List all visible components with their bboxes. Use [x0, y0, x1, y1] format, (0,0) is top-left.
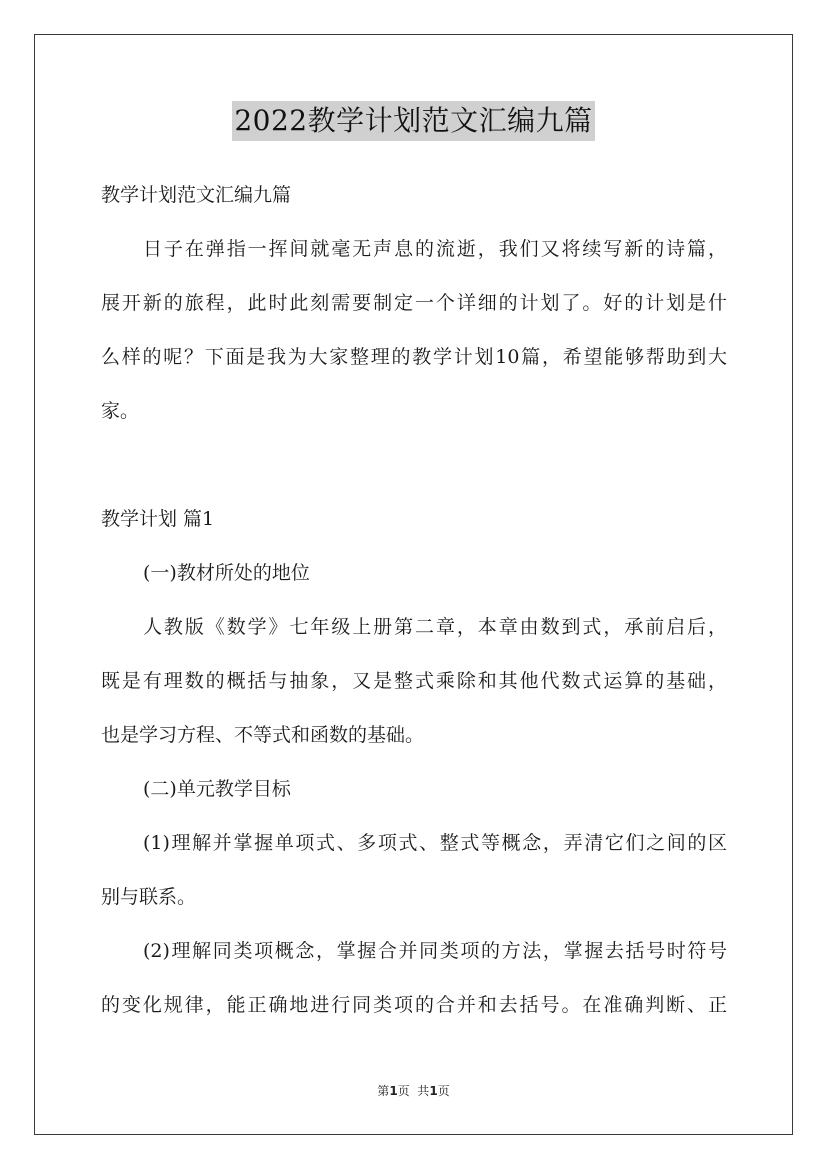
body-line: (二)单元教学目标 [143, 778, 291, 800]
body-line: 别与联系。 [101, 886, 197, 908]
body-line: (2)理解同类项概念，掌握合并同类项的方法，掌握去括号时符号 [143, 940, 727, 962]
intro-line: 么样的呢？下面是我为大家整理的教学计划10篇，希望能够帮助到大 [101, 346, 727, 368]
body-line: 也是学习方程、不等式和函数的基础。 [101, 724, 425, 746]
page-footer [0, 1082, 827, 1099]
document-title: 2022教学计划范文汇编九篇 [232, 101, 594, 141]
footer-page-current: 1 [389, 1084, 398, 1098]
document-body [101, 168, 727, 1032]
body-line: (一)教材所处的地位 [143, 562, 310, 584]
section-heading: 教学计划 篇1 [101, 508, 215, 530]
body-line: (1)理解并掌握单项式、多项式、整式等概念，弄清它们之间的区 [143, 832, 727, 854]
intro-line: 日子在弹指一挥间就毫无声息的流逝，我们又将续写新的诗篇， [143, 238, 727, 260]
footer-page-mid: 页 共 [397, 1084, 430, 1098]
body-line: 人教版《数学》七年级上册第二章，本章由数到式，承前启后， [143, 616, 727, 638]
body-line: 的变化规律，能正确地进行同类项的合并和去括号。在准确判断、正 [101, 994, 727, 1016]
intro-line: 展开新的旅程，此时此刻需要制定一个详细的计划了。好的计划是什 [101, 292, 727, 314]
footer-page-suffix: 页 [437, 1084, 450, 1098]
body-line: 既是有理数的概括与抽象，又是整式乘除和其他代数式运算的基础， [101, 670, 727, 692]
intro-line: 家。 [101, 400, 140, 422]
title-container [0, 101, 827, 141]
footer-page-total: 1 [429, 1084, 438, 1098]
document-subtitle: 教学计划范文汇编九篇 [101, 184, 292, 206]
footer-page-prefix: 第 [377, 1084, 390, 1098]
blank-line [101, 438, 727, 492]
